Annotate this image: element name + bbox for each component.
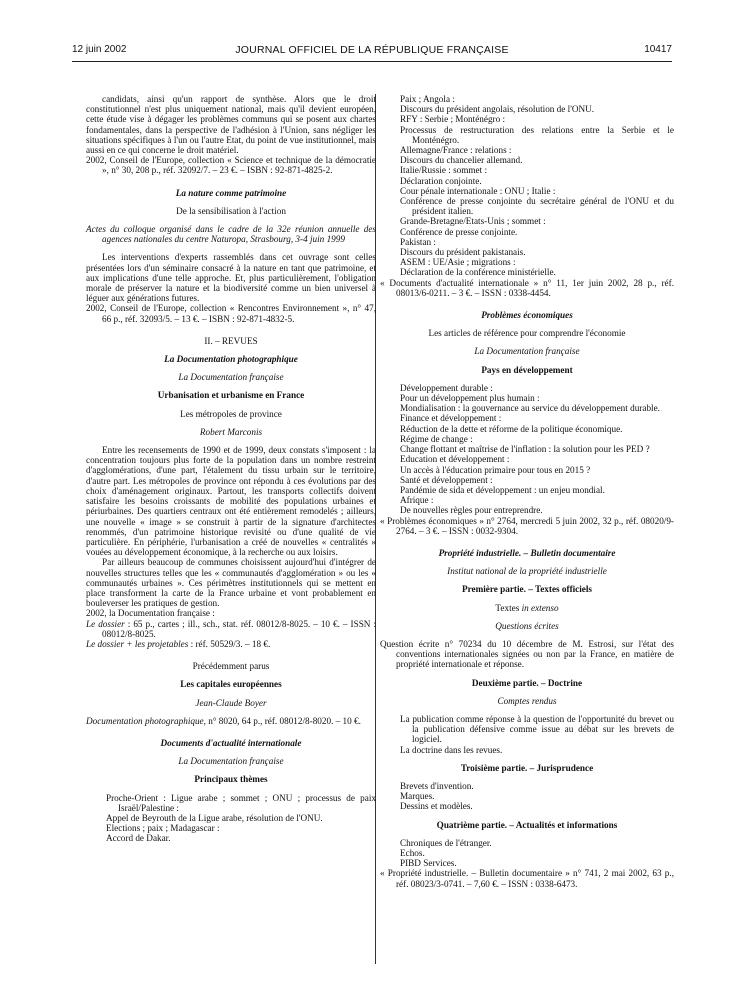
metropoles-subtitle: Les métropoles de province [180,408,282,419]
institut-name: Institut national de la propriété industrielle [447,566,607,577]
list-item: RFY : Serbie ; Monténégro : [400,114,506,125]
list-item: De nouvelles règles pour entreprendre. [400,505,543,516]
subtitle-nature: De la sensibilisation à l'action [176,205,286,216]
list-item: Mondialisation : la gouvernance au service du développement durable. [400,403,660,414]
list-item: Allemagne/France : relations : [400,145,512,156]
dev-list [380,383,674,516]
list-item: Education et développement : [400,454,510,465]
left-column [86,94,376,844]
list-item: Brevets d'invention. [400,780,474,791]
propriete-title: Propriété industrielle. – Bulletin documentaire [438,547,616,558]
list-item: Discours du chancelier allemand. [400,155,523,166]
list-item: Réduction de la dette et réforme de la politique économique. [400,423,623,434]
capitales-title: Les capitales européennes [180,679,282,690]
dossier-projetables-ref [86,639,376,649]
author-boyer: Jean-Claude Boyer [195,697,267,708]
list-item: Santé et développement : [400,474,493,485]
dossier-projetables-label: Le dossier + les projetables [86,638,189,649]
section-revues: II. – REVUES [204,335,258,346]
docs-actu-title: Documents d'actualité internationale [160,737,302,748]
list-item: Pour un développement plus humain : [400,393,540,404]
part-4-title: Quatrième partie. – Actualités et informations [436,819,618,830]
part-3-title: Troisième partie. – Jurisprudence [460,762,594,773]
urbanisation-paragraph-2: Par ailleurs beaucoup de communes choisissent aujourd'hui d'intégrer de nouvelles structures telles que les « communautés d'agglomération » ou les « communautés urbaines ». Ces périmètres institutionnels qui se mettent en place transforment la carte de la France urbaine et vont probablement en bouleverser les pratiques de gestion. [86,557,376,609]
list-item: Appel de Beyrouth de la Ligue arabe, résolution de l'ONU. [106,812,323,823]
urbanisation-paragraph-1: Entre les recensements de 1990 et de 1999, deux constats s'imposent : la concentration toujours plus forte de la population dans un nombre restreint d'agglomérations, d'une part, l'étalement du tissu urbain sur le territoire, d'autre part. Les métropoles de province ont répondu à ces évolutions par des choix d'aménagement originaux. Partout, les transports collectifs doivent satisfaire les besoins croissants de mobilité des populations urbaines et périurbaines. Des quartiers centraux ont été entièrement remodelés ; ailleurs, une nouvelle « image » se construit à partir de la signature d'architectes renommés, d'un patrimoine historique revisité ou d'une qualité de vie particulière. En périphérie, l'urbanisation a créé de nouvelles « centralités » vouées au développement économique, à la recherche ou aux loisirs. [86,445,376,558]
dossier-details: : 65 p., cartes ; ill., sch., stat. réf. 08012/8-8025. – 10 €. – ISSN : 08012/8-8025. [102,618,377,639]
list-item: Conférence de presse conjointe du secrétaire général de l'ONU et du président italien. [400,196,674,217]
dossier-ref [86,619,376,639]
actu-list [380,838,674,869]
list-item: Processus de restructuration des relations entre la Serbie et le Monténégro. [400,124,674,145]
list-item: ASEM : UE/Asie ; migrations : [400,257,516,268]
list-item: Cour pénale internationale : ONU ; Italie : [400,185,556,196]
list-item: Paix ; Angola : [400,94,455,104]
reference-3: 2002, la Documentation française : [86,608,215,619]
publisher-docfr-1: La Documentation française [178,372,284,383]
part-2-title: Deuxième partie. – Doctrine [471,677,583,688]
list-item: Italie/Russie : sommet : [400,165,488,176]
list-item: Discours du président pakistanais. [400,247,526,258]
list-item: PIBD Services. [400,858,457,869]
list-item: Echos. [400,847,425,858]
publisher-docfr-3: La Documentation française [474,346,580,357]
list-item: Un accès à l'éducation primaire pour tous en 2015 ? [400,464,591,475]
list-item: Accord de Dakar. [106,833,171,844]
author-marconis: Robert Marconis [199,426,263,437]
doctrine-list [380,714,674,755]
list-item: Dessins et modèles. [400,801,473,812]
articles-ref-subtitle: Les articles de référence pour comprendre l'économie [428,328,626,339]
list-item: Marques. [400,791,435,802]
textes-extenso [380,603,674,613]
header-date: 12 juin 2002 [72,44,127,55]
extenso-label: in extenso [521,602,559,613]
nature-paragraph: Les interventions d'experts rassemblés dans cet ouvrage sont celles présentées lors d'un séminaire consacré à la nature en tant que patrimoine, et aux implications d'une telle approche. Et, plus particulièrement, l'obligation morale de préserver la nature et la biodiversité comme un bien universel à léguer aux générations futures. [86,252,376,304]
list-item: Pakistan : [400,236,436,247]
questions-ecrites: Questions écrites [495,620,559,631]
list-item: La doctrine dans les revues. [400,744,503,755]
question-text: Question écrite n° 70234 du 10 décembre de M. Estrosi, sur l'état des conventions internationales signées ou non par la France, en matière de propriété internationale et réponse. [380,638,674,670]
doc-photo-ref-details: , n° 8020, 64 p., réf. 08012/8-8020. – 10 €. [203,715,361,726]
intro-paragraph: candidats, ainsi qu'un rapport de synthèse. Alors que le droit constitutionnel n'est plus uniquement national, mais qu'il devient européen, cette étude vise à dégager les problèmes communs qui se posent aux chartes fondamentales, dans la perspective de l'adhésion à l'Union, sans négliger les situations spécifiques à l'un ou l'autre Etat, du point de vue institutionnel, mais aussi en ce qui concerne le droit matériel. [86,94,376,156]
header-rule [72,61,672,62]
list-item: Proche-Orient : Ligue arabe ; sommet ; ONU ; processus de paix Israël/Palestine : [106,792,376,813]
list-item: Conférence de presse conjointe. [400,226,518,237]
header-page-number: 10417 [644,44,672,55]
themes-list-left [86,793,376,844]
list-item: Discours du président angolais, résolution de l'ONU. [400,104,595,115]
list-item: Régime de change : [400,433,473,444]
docs-actu-ref: « Documents d'actualité internationale » n° 11, 1er juin 2002, 28 p., réf. 08013/6-0211. – 3 €. – ISSN : 0338-4454. [380,277,674,298]
themes-list-right [380,94,674,278]
reference-2: 2002, Conseil de l'Europe, collection « Rencontres Environnement », n° 47, 66 p., réf. 32093/5. – 13 €. – ISBN : 92-871-4832-5. [86,303,376,324]
problemes-ref: « Problèmes économiques » n° 2764, mercredi 5 juin 2002, 32 p., réf. 08020/9-2764. – 3 €. – ISSN : 0032-9304. [380,515,674,536]
urbanisation-title: Urbanisation et urbanisme en France [157,390,305,401]
actes-title: Actes du colloque organisé dans le cadre de la 32e réunion annuelle des agences nationales du centre Naturopa, Strasbourg, 3-4 juin 1999 [86,224,376,245]
doc-photo-ref-label: Documentation photographique [86,715,204,726]
doc-photo-title: La Documentation photographique [164,354,298,365]
list-item: Déclaration de la conférence ministérielle. [400,267,556,278]
section-title-nature: La nature comme patrimoine [175,187,287,198]
principaux-themes-title: Principaux thèmes [194,774,268,785]
list-item: Finance et développement : [400,413,502,424]
list-item: Déclaration conjointe. [400,175,482,186]
list-item: Afrique : [400,495,434,506]
list-item: Grande-Bretagne/Etats-Unis ; sommet : [400,216,546,227]
comptes-rendus: Comptes rendus [497,695,557,706]
right-column [380,94,674,889]
doc-photo-ref [86,716,376,726]
page-header [72,44,672,58]
reference-1: 2002, Conseil de l'Europe, collection « Science et technique de la démocratie », n° 30, 208 p., réf. 32092/7. – 23 €. – ISBN : 92-871-4825-2. [86,155,376,176]
pays-dev-title: Pays en développement [481,364,573,375]
list-item: Développement durable : [400,382,493,393]
list-item: Chroniques de l'étranger. [400,837,492,848]
juris-list [380,781,674,812]
publisher-docfr-2: La Documentation française [178,756,284,767]
problemes-title: Problèmes économiques [481,310,573,321]
list-item: Pandémie de sida et développement : un enjeu mondial. [400,484,605,495]
textes-label: Textes [495,602,522,613]
header-title: JOURNAL OFFICIEL DE LA RÉPUBLIQUE FRANÇAISE [235,44,509,56]
list-item: La publication comme réponse à la question de l'opportunité du brevet ou la publication défensive comme issue au débat sur les brevets de logiciel. [400,713,674,745]
propriete-ref: « Propriété industrielle. – Bulletin documentaire » n° 741, 2 mai 2002, 63 p., réf. 08023/3-0741. – 7,60 €. – ISSN : 0338-6473. [380,868,674,889]
part-1-title: Première partie. – Textes officiels [461,584,593,595]
list-item: Change flottant et maîtrise de l'inflation : la solution pour les PED ? [400,444,650,455]
precedemment-parus: Précédemment parus [192,661,270,672]
dossier-projetables-details: : réf. 50529/3. – 18 €. [188,638,271,649]
list-item: Elections ; paix ; Madagascar : [106,823,220,834]
dossier-label: Le dossier [86,618,125,629]
